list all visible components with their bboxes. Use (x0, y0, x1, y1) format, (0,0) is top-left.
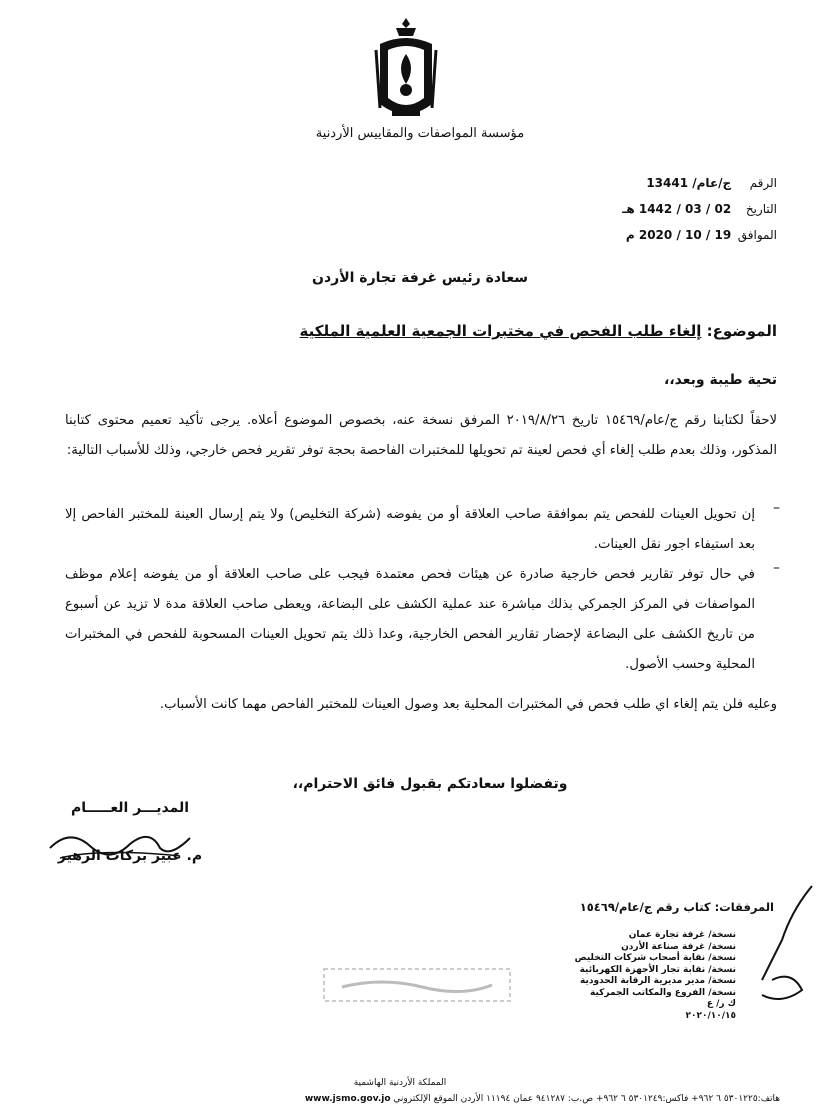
recipient: سعادة رئيس غرفة تجارة الأردن (312, 270, 528, 286)
copy-item: ٢٠٢٠/١٠/١٥ (685, 1010, 736, 1021)
footer-kingdom: المملكة الأردنية الهاشمية (353, 1078, 447, 1088)
subject-line (277, 322, 777, 340)
bullet-dash-1: – (773, 500, 780, 516)
copy-item: نسخة/ الفروع والمكاتب الجمركية (589, 987, 736, 998)
footer-contact (150, 1094, 780, 1104)
bullet-dash-2: – (773, 560, 780, 576)
gregorian-date-row (517, 228, 777, 242)
date-label: التاريخ (745, 202, 777, 216)
copies-list (520, 930, 736, 1022)
footer-website-link[interactable]: www.jsmo.gov.jo (304, 1094, 391, 1104)
handwritten-note-image (742, 880, 822, 1010)
faded-stamp-image (322, 965, 512, 1005)
organization-name: مؤسسة المواصفات والمقاييس الأردنية (315, 126, 525, 141)
copy-item: نسخة/ مدير مديرية الرقابة الحدودية (579, 976, 736, 986)
footer-contact-text: هاتف:٥٣٠١٢٢٥ ٦ ٩٦٢+ فاكس:٥٣٠١٢٤٩ ٦ ٩٦٢+ ص.ب: ٩٤١٢٨٧ عمان ١١١٩٤ الأردن الموقع الإلكتروني (393, 1094, 780, 1104)
hijri-date-row (517, 202, 777, 216)
reference-row (517, 176, 777, 190)
corresponding-label: الموافق (737, 228, 777, 242)
reference-value: ج/عام/ 13441 (646, 176, 732, 190)
signer-title: المديـــر العـــــام (70, 800, 190, 816)
body-paragraph-1: لاحقاً لكتابنا رقم ج/عام/١٥٤٦٩ تاريخ ٢٠١٩/٨/٢٦ المرفق نسخة عنه، بخصوص الموضوع أعلاه. يرجى تأكيد تعميم محتوى كتابنا المذكور، وذلك بعدم طلب إلغاء أي فحص لعينة تم تحويلها للمختبرات الفاحصة بحجة توفر تقرير فحص خارجي، وذلك للأسباب التالية: (65, 413, 777, 458)
hijri-date-value: 02 / 03 / 1442 هـ (622, 202, 732, 216)
copy-item: ك ر/ ع (706, 999, 736, 1009)
subject-label: الموضوع: (706, 322, 777, 340)
body-paragraph-2: وعليه فلن يتم إلغاء اي طلب فحص في المختبرات المحلية بعد وصول العينات للمختبر الفاحص مهما كانت الأسباب. (159, 697, 777, 712)
signer-name: م. عبير بركات الزهير (57, 848, 203, 864)
gregorian-date-value: 19 / 10 / 2020 م (625, 228, 732, 242)
subject-title: إلغاء طلب الفحص في مختبرات الجمعية العلمية الملكية (299, 322, 702, 340)
bullet-item-1: إن تحويل العينات للفحص يتم بموافقة صاحب العلاقة أو من يفوضه (شركة التخليص) ولا يتم إرسال العينة للمختبر الفاحص إلا بعد استيفاء اجور نقل العينات. (65, 507, 755, 552)
closing-salutation: وتفضلوا سعادتكم بقبول فائق الاحترام،، (292, 776, 568, 792)
copy-item: نسخة/ غرفة صناعة الأردن (621, 941, 736, 952)
copy-item: نسخة/ نقابة تجار الأجهزة الكهربائية (579, 964, 736, 975)
jordan-coat-of-arms-icon (366, 14, 446, 126)
attachments: المرفقات: كتاب رقم ج/عام/١٥٤٦٩ (579, 900, 774, 914)
greeting: تحية طيبة وبعد،، (664, 372, 777, 388)
bullet-item-2: في حال توفر تقارير فحص خارجية صادرة عن هيئات فحص معتمدة فيجب على صاحب العلاقة أو من يفوضه إعلام موظف المواصفات في المركز الجمركي بذلك مباشرة عند عملية الكشف على البضاعة، ويعطى صاحب العلاقة مدة لا تزيد عن أسبوع من تاريخ الكشف على البضاعة لإحضار تقارير الفحص الخارجية، وعدا ذلك يتم تحويل العينات المسحوبة للفحص في المختبرات المحلية وحسب الأصول. (65, 567, 755, 672)
copy-item: نسخة/ نقابة أصحاب شركات التخليص (574, 953, 736, 963)
copy-item: نسخة/ غرفة تجارة عمان (628, 930, 736, 940)
reference-label: الرقم (749, 176, 777, 190)
